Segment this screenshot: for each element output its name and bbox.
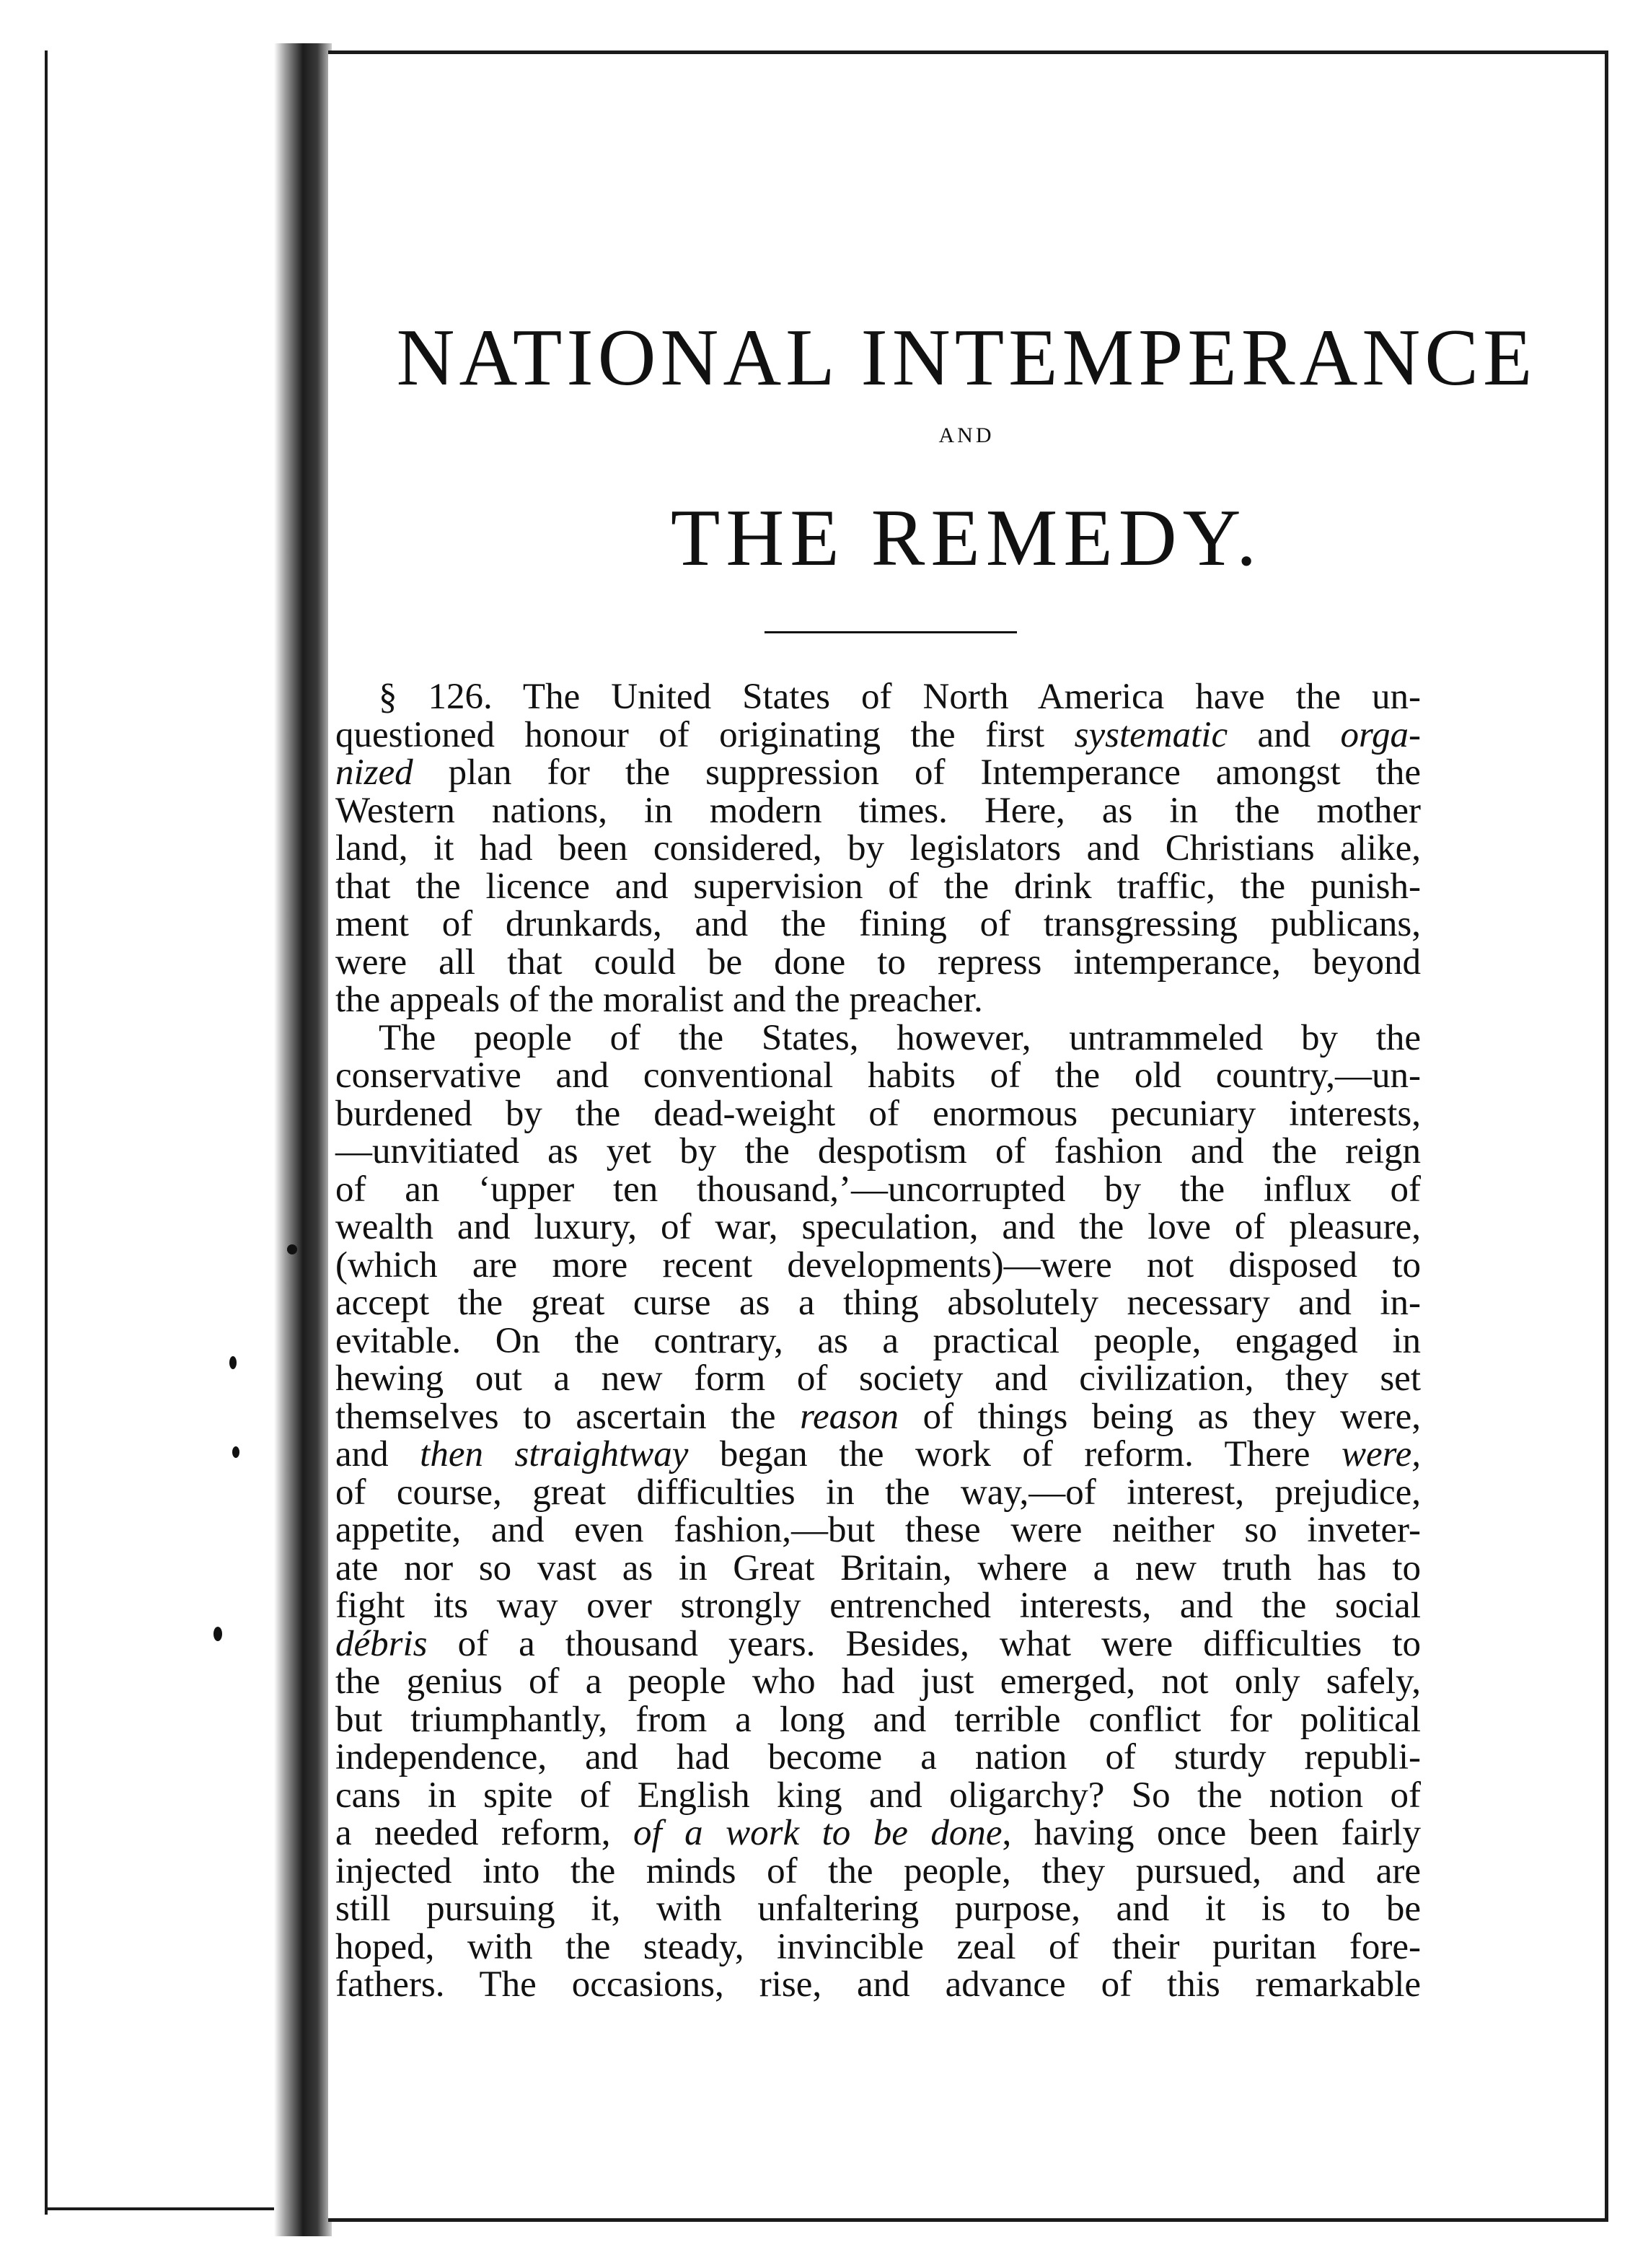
scan-speck bbox=[287, 1244, 297, 1254]
book-page bbox=[328, 50, 1608, 2222]
text-line: burdened by the dead-weight of enormous pecuniary interests, bbox=[335, 1093, 1421, 1134]
title-rule bbox=[765, 631, 1017, 633]
text-line: hewing out a new form of society and civilization, they set bbox=[335, 1358, 1421, 1399]
binding-gutter bbox=[274, 43, 332, 2236]
text-line: (which are more recent developments)—were not disposed to bbox=[335, 1244, 1421, 1285]
text-line: injected into the minds of the people, they pursued, and are bbox=[335, 1850, 1421, 1891]
text-line: independence, and had become a nation of sturdy republi- bbox=[335, 1737, 1421, 1777]
text-line: were all that could be done to repress intemperance, beyond bbox=[335, 941, 1421, 983]
text-line: Western nations, in modern times. Here, as in the mother bbox=[335, 790, 1421, 831]
scan-speck bbox=[232, 1446, 239, 1458]
text-line: cans in spite of English king and oligarchy? So the notion of bbox=[335, 1775, 1421, 1816]
text-line: still pursuing it, with unfaltering purpose, and it is to be bbox=[335, 1889, 1421, 1929]
text-line: ment of drunkards, and the fining of transgressing publicans, bbox=[335, 904, 1421, 944]
page-edge bbox=[45, 50, 48, 2215]
text-line: § 126. The United States of North America have the un- bbox=[379, 677, 1421, 717]
text-line: questioned honour of originating the first systematic and orga- bbox=[335, 714, 1421, 755]
text-line: The people of the States, however, untrammeled by the bbox=[379, 1017, 1421, 1058]
text-line: but triumphantly, from a long and terrible conflict for political bbox=[335, 1699, 1421, 1740]
facing-blank-page bbox=[0, 0, 288, 2268]
text-line: of course, great difficulties in the way,—of interest, prejudice, bbox=[335, 1472, 1421, 1513]
text-line: débris of a thousand years. Besides, what were difficulties to bbox=[335, 1623, 1421, 1664]
text-line: hoped, with the steady, invincible zeal of their puritan fore- bbox=[335, 1926, 1421, 1967]
page-title: NATIONAL INTEMPERANCE bbox=[396, 313, 1537, 403]
page-edge-bottom bbox=[45, 2207, 276, 2210]
text-line: evitable. On the contrary, as a practical people, engaged in bbox=[335, 1320, 1421, 1361]
body-text bbox=[328, 678, 1421, 2004]
text-line: of an ‘upper ten thousand,’—uncorrupted by the influx of bbox=[335, 1169, 1421, 1210]
text-line: fight its way over strongly entrenched interests, and the social bbox=[335, 1586, 1421, 1626]
scan-speck bbox=[229, 1356, 237, 1369]
text-line: appetite, and even fashion,—but these were neither so inveter- bbox=[335, 1510, 1421, 1550]
text-line: and then straightway began the work of reform. There were, bbox=[335, 1434, 1421, 1474]
text-line: —unvitiated as yet by the despotism of fashion and the reign bbox=[335, 1131, 1421, 1172]
text-line: wealth and luxury, of war, speculation, and the love of pleasure, bbox=[335, 1207, 1421, 1247]
title-conjunction: AND bbox=[938, 423, 995, 447]
text-line: nized plan for the suppression of Intemperance amongst the bbox=[335, 752, 1421, 793]
text-line: ate nor so vast as in Great Britain, where a new truth has to bbox=[335, 1547, 1421, 1588]
text-line: that the licence and supervision of the drink traffic, the punish- bbox=[335, 866, 1421, 907]
text-line: the genius of a people who had just emerged, not only safely, bbox=[335, 1661, 1421, 1702]
text-line: themselves to ascertain the reason of things being as they were, bbox=[335, 1396, 1421, 1437]
text-line: land, it had been considered, by legislators and Christians alike, bbox=[335, 828, 1421, 869]
text-line: a needed reform, of a work to be done, having once been fairly bbox=[335, 1813, 1421, 1853]
text-line: conservative and conventional habits of the old country,—un- bbox=[335, 1055, 1421, 1096]
scan-speck bbox=[213, 1627, 222, 1641]
text-line: the appeals of the moralist and the preacher. bbox=[335, 980, 983, 1020]
page-subtitle: THE REMEDY. bbox=[670, 493, 1263, 583]
text-line: fathers. The occasions, rise, and advance of this remarkable bbox=[335, 1964, 1421, 2005]
text-line: accept the great curse as a thing absolutely necessary and in- bbox=[335, 1283, 1421, 1323]
